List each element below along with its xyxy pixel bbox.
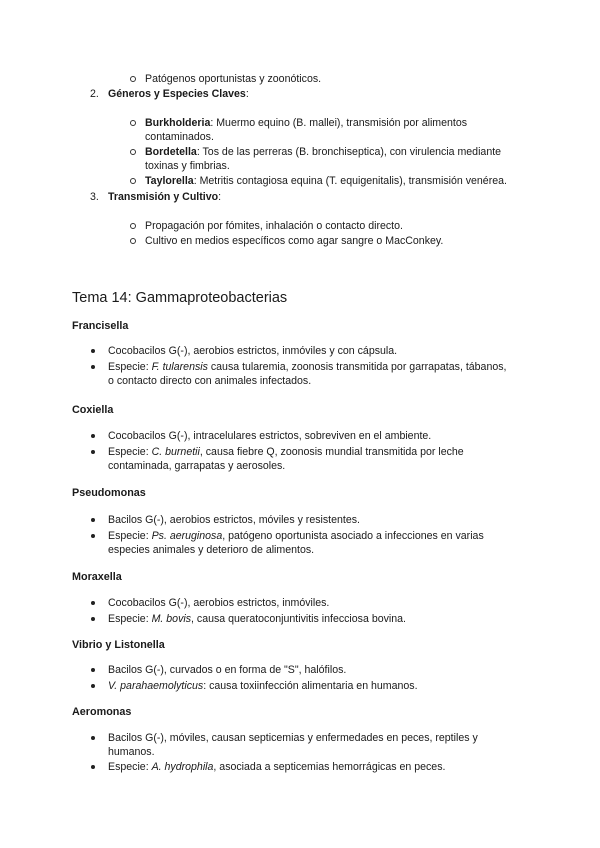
list-item: Especie: Ps. aeruginosa, patógeno oportunista asociado a infecciones en varias [108,530,484,542]
list-item: Burkholderia: Muermo equino (B. mallei), transmisión por alimentos [145,117,468,129]
list-item: Especie: A. hydrophila, asociada a septicemias hemorrágicas en peces. [108,761,446,773]
list-item-heading: Géneros y Especies Claves: [108,88,249,100]
list-item: Bacilos G(-), móviles, causan septicemias y enfermedades en peces, reptiles y [108,732,478,744]
list-item: Cultivo en medios específicos como agar sangre o MacConkey. [145,235,444,247]
list-item: Bacilos G(-), aerobios estrictos, móviles y resistentes. [108,514,360,526]
list-item: V. parahaemolyticus: causa toxiinfección alimentaria en humanos. [108,680,418,692]
hollow-bullet-icon [130,238,136,244]
list-item: Cocobacilos G(-), aerobios estrictos, inmóviles. [108,597,330,609]
list-item: Patógenos oportunistas y zoonóticos. [145,73,322,85]
list-item-continuation: contaminada, garrapatas y aerosoles. [108,460,286,472]
list-item: Bordetella: Tos de las perreras (B. bronchiseptica), con virulencia mediante [145,146,502,158]
list-item-continuation: humanos. [108,746,155,758]
bullet-icon [91,349,95,353]
list-item-heading: Transmisión y Cultivo: [108,191,222,203]
list-item-continuation: toxinas y fimbrias. [145,160,230,172]
bullet-icon [91,434,95,438]
bullet-icon [91,601,95,605]
bullet-icon [91,534,95,538]
list-item: Taylorella: Metritis contagiosa equina (T. equigenitalis), transmisión venérea. [145,175,507,187]
bullet-icon [91,684,95,688]
subsection-heading: Moraxella [72,571,122,583]
hollow-bullet-icon [130,178,136,184]
list-item: Cocobacilos G(-), aerobios estrictos, inmóviles y con cápsula. [108,345,398,357]
list-item: Especie: C. burnetii, causa fiebre Q, zoonosis mundial transmitida por leche [108,446,464,458]
list-item: Especie: F. tularensis causa tularemia, zoonosis transmitida por garrapatas, tábanos, [108,361,507,373]
bullet-icon [91,518,95,522]
subsection-heading: Francisella [72,320,129,332]
subsection-heading: Vibrio y Listonella [72,639,165,651]
bullet-icon [91,617,95,621]
list-item: Propagación por fómites, inhalación o contacto directo. [145,220,403,232]
hollow-bullet-icon [130,120,136,126]
subsection-heading: Pseudomonas [72,487,146,499]
bullet-icon [91,736,95,740]
list-item: Especie: M. bovis, causa queratoconjuntivitis infecciosa bovina. [108,613,406,625]
hollow-bullet-icon [130,223,136,229]
list-item: Cocobacilos G(-), intracelulares estrictos, sobreviven en el ambiente. [108,430,432,442]
list-item: Bacilos G(-), curvados o en forma de "S", halófilos. [108,664,347,676]
bullet-icon [91,668,95,672]
bullet-icon [91,450,95,454]
list-number: 3. [90,191,99,203]
subsection-heading: Coxiella [72,404,114,416]
hollow-bullet-icon [130,76,136,82]
bullet-icon [91,365,95,369]
list-item-continuation: o contacto directo con animales infectados. [108,375,312,387]
list-item-continuation: especies animales y deterioro de alimentos. [108,544,315,556]
section-title: Tema 14: Gammaproteobacterias [72,290,288,306]
hollow-bullet-icon [130,149,136,155]
subsection-heading: Aeromonas [72,706,132,718]
list-item-continuation: contaminados. [145,131,214,143]
list-number: 2. [90,88,99,100]
bullet-icon [91,765,95,769]
